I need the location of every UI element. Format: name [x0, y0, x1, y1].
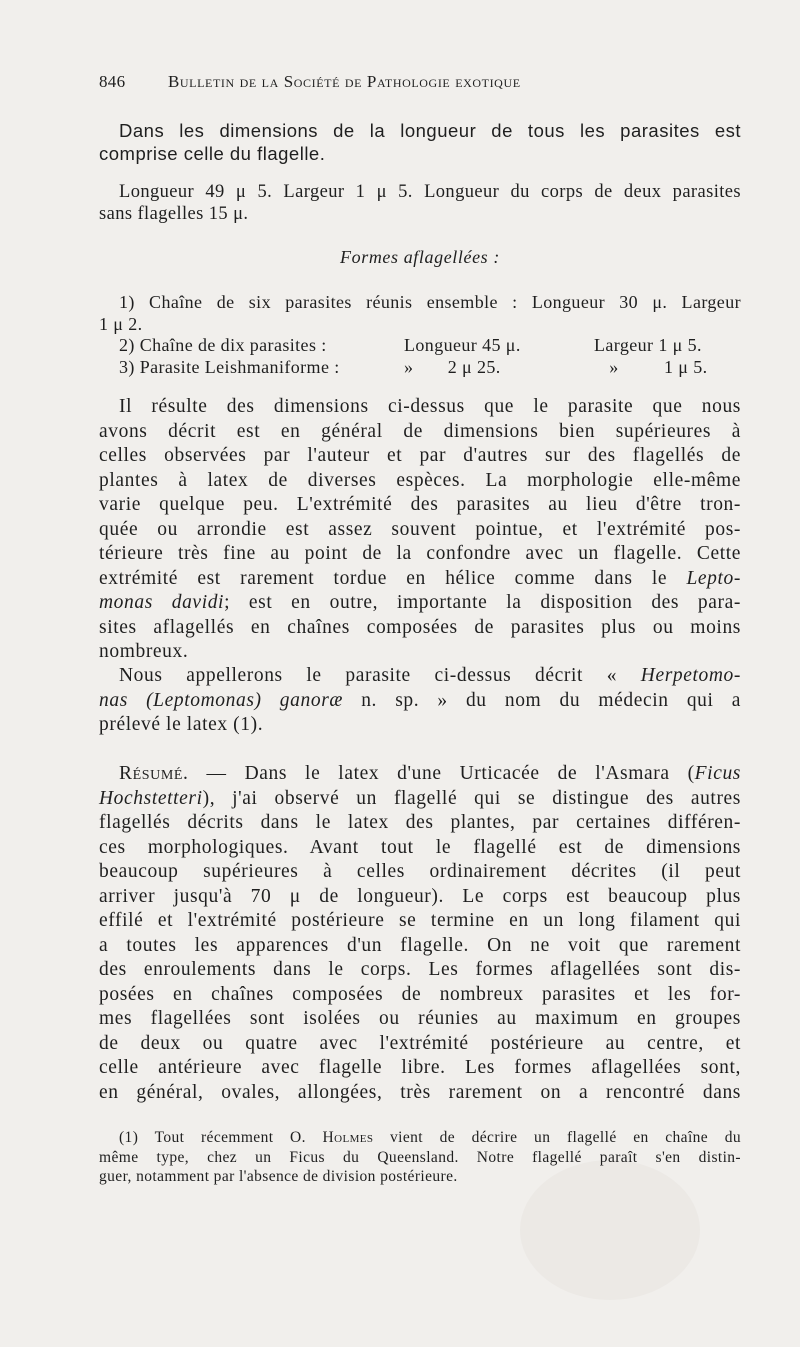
paragraph-measurements [99, 181, 741, 225]
footnote [99, 1128, 741, 1187]
running-header [99, 72, 741, 92]
text-line: celle antérieure avec flagelle libre. Les formes aflagellées sont, [99, 1057, 741, 1078]
text-fragment: ; est en outre, importante la disposition des para- [224, 592, 741, 613]
text-fragment: ), j'ai observé un flagellé qui se distingue des autres [202, 787, 741, 809]
text-line [99, 1128, 741, 1148]
text-line: plantes à latex de diverses espèces. La morphologie elle-même [99, 469, 741, 491]
text-line: sites aflagellés en chaînes composées de parasites plus ou moins [99, 616, 741, 638]
text-line: Il résulte des dimensions ci-dessus que le parasite que nous [119, 396, 741, 417]
list-width: 1 μ 5. [664, 356, 708, 377]
text-line: beaucoup supérieures à celles ordinairement décrites (il peut [99, 861, 741, 882]
paragraph-dimensions [99, 119, 741, 165]
text-fragment: n. sp. » du nom du médecin qui a [361, 689, 741, 711]
text-fragment: Nous appellerons le parasite ci-dessus décrit « [119, 665, 618, 686]
text-line: quée ou arrondie est assez souvent pointue, et l'extrémité pos- [99, 518, 741, 540]
text-line: varie quelque peu. L'extrémité des parasites au lieu d'être tron- [99, 494, 741, 515]
list-item-3 [99, 357, 741, 379]
text-line: térieure très fine au point de la confondre avec un flagelle. Cette [99, 543, 741, 564]
text-fragment: vient de décrire un flagellé en chaîne du [390, 1129, 741, 1146]
list-length: » 2 μ 25. [404, 356, 501, 377]
text-line: flagellés décrits dans le latex des plantes, par certaines différen- [99, 812, 741, 833]
text-line: guer, notamment par l'absence de division postérieure. [99, 1168, 458, 1185]
paragraph-naming [99, 664, 741, 738]
text-line: nombreux. [99, 641, 189, 662]
text-fragment: — Dans le latex d'une Urticacée de l'Asmara ( [206, 763, 695, 784]
text-line: Dans les dimensions de la longueur de tous les parasites est [119, 120, 741, 141]
text-line: celles observées par l'auteur et par d'autres sur des flagellés de [99, 445, 741, 466]
text-line: de deux ou quatre avec l'extrémité postérieure au centre, et [99, 1032, 741, 1054]
text-line: posées en chaînes composées de nombreux parasites et les for- [99, 983, 741, 1005]
italic-taxon: Ficus [694, 763, 741, 784]
text-line: arriver jusqu'à 70 μ de longueur). Le corps est beaucoup plus [99, 885, 741, 907]
list-ditto: » [609, 356, 619, 377]
list-item-1-continued: 1 μ 2. [99, 313, 143, 334]
text-line: avons décrit est en général de dimensions bien supérieures à [99, 420, 741, 442]
list-label: 2) Chaîne de dix parasites : [119, 335, 327, 355]
list-label: 3) Parasite Leishmaniforme : [119, 356, 340, 377]
text-line: sans flagelles 15 μ. [99, 204, 249, 224]
resume-label: Résumé. [119, 763, 189, 784]
text-line: des enroulements dans le corps. Les formes aflagellées sont dis- [99, 959, 741, 980]
text-line: Longueur 49 μ 5. Largeur 1 μ 5. Longueur du corps de deux parasites [119, 182, 741, 202]
paragraph-discussion [99, 395, 741, 665]
text-line [99, 664, 741, 689]
text-fragment: (1) Tout récemment O. [119, 1129, 306, 1146]
text-line: en général, ovales, allongées, très rarement on a rencontré dans [99, 1081, 741, 1103]
text-line: effilé et l'extrémité postérieure se termine en un long filament qui [99, 910, 741, 931]
text-line: a toutes les apparences d'un flagelle. On ne voit que rarement [99, 934, 741, 956]
text-line: ces morphologiques. Avant tout le flagellé est de dimensions [99, 836, 741, 858]
italic-taxon: nas (Leptomonas) ganoræ [99, 689, 343, 711]
list-item-2 [99, 335, 741, 357]
text-line [99, 689, 741, 714]
text-line: comprise celle du flagelle. [99, 143, 326, 164]
paragraph-resume [99, 762, 741, 1105]
text-line: mes flagellées sont isolées ou réunies au maximum en groupes [99, 1008, 741, 1029]
footnote-author: Holmes [322, 1129, 374, 1146]
text-line [99, 787, 741, 812]
list-item-1: 1) Chaîne de six parasites réunis ensemble : Longueur 30 μ. Largeur [119, 292, 741, 312]
measurement-list [99, 292, 741, 378]
italic-taxon: Herpetomo- [640, 665, 741, 686]
italic-taxon: Lepto- [686, 567, 741, 589]
text-line [99, 567, 741, 592]
text-line [99, 591, 741, 616]
list-length: Longueur 45 μ. [404, 335, 521, 355]
list-width: Largeur 1 μ 5. [594, 335, 702, 355]
journal-title: Bulletin de la Société de Pathologie exotique [167, 72, 521, 91]
text-fragment: extrémité est rarement tordue en hélice comme dans le [99, 567, 668, 589]
italic-taxon: monas davidi [99, 592, 225, 613]
italic-taxon: Hochstetteri [99, 787, 203, 809]
page-number: 846 [99, 72, 126, 91]
text-line [99, 762, 741, 787]
text-line: même type, chez un Ficus du Queensland. Notre flagellé paraît s'en distin- [99, 1148, 741, 1166]
section-caption: Formes aflagellées : [340, 247, 500, 267]
text-line: prélevé le latex (1). [99, 714, 264, 735]
